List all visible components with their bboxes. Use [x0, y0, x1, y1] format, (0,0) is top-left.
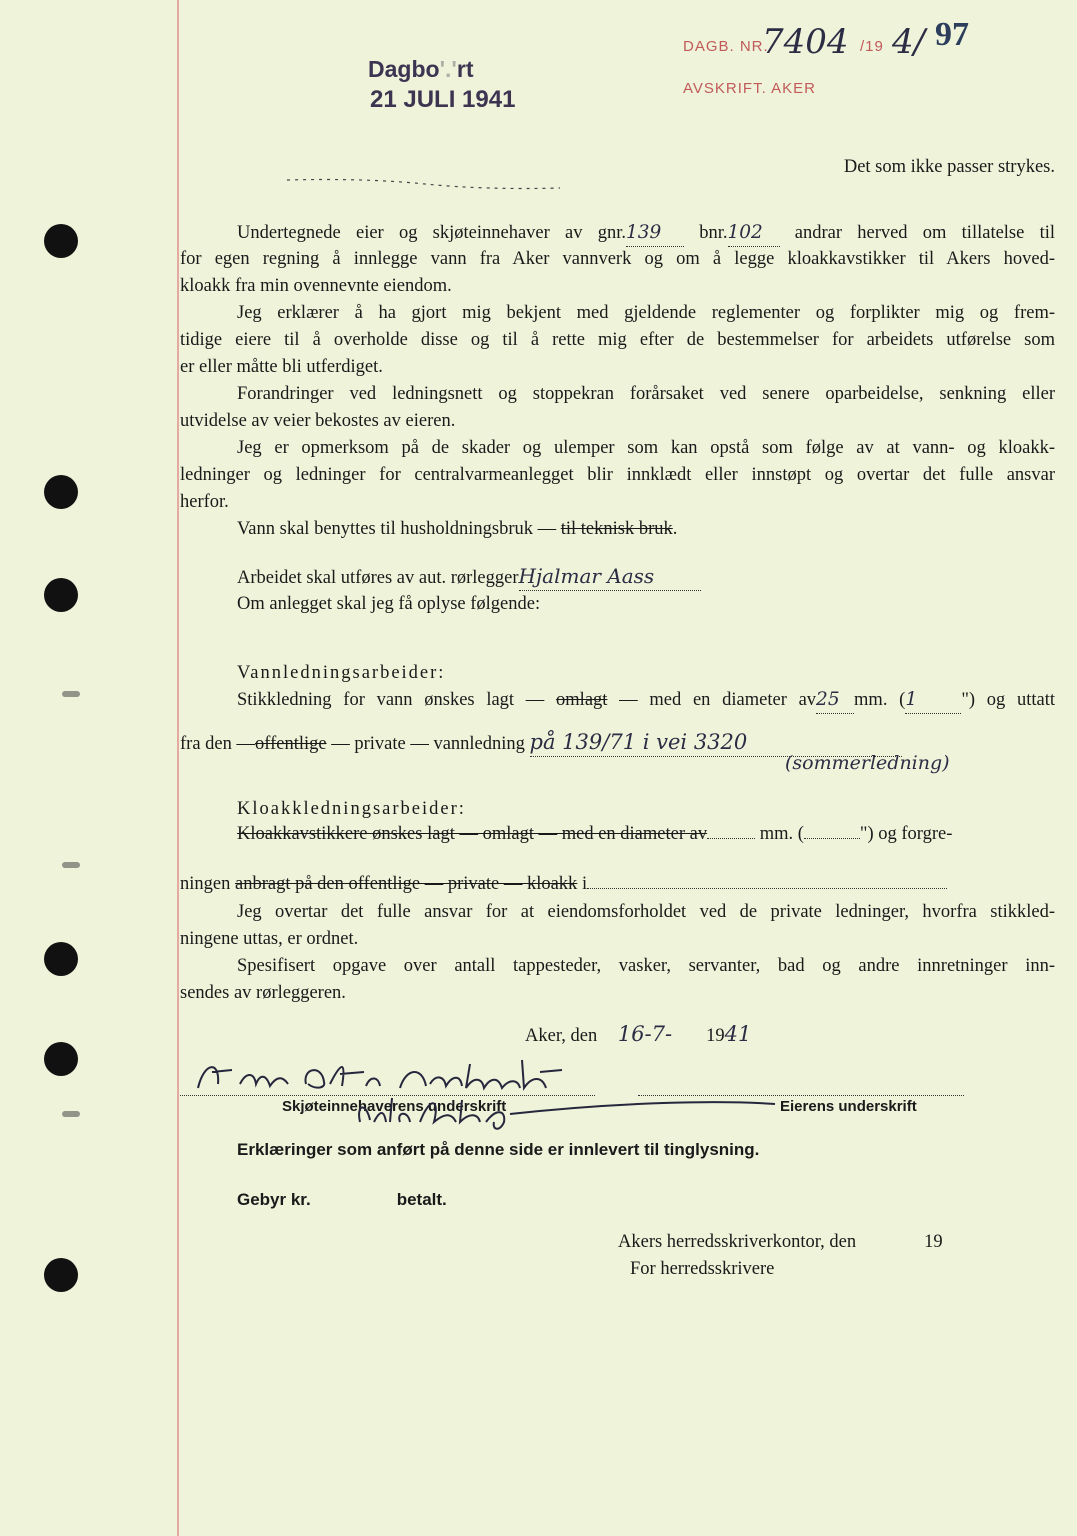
- dagb-year-value: 4/: [892, 22, 926, 62]
- dotted-pen-stroke: [285, 172, 565, 196]
- dagbok-stamp-date: 21 JULI 1941: [370, 86, 516, 113]
- dagb-nr-value: 7404: [762, 22, 849, 62]
- water-use-line: Vann skal benyttes til husholdningsbruk — til teknisk bruk.: [237, 519, 678, 539]
- ink-smudge: [62, 862, 80, 868]
- para5-line2: ningene uttas, er ordnet.: [180, 929, 359, 949]
- water-heading: Vannledningsarbeider:: [237, 663, 446, 683]
- para4-line1: Jeg er opmerksom på de skader og ulemper som kan opstå som følge av at vann- og kloakk-: [237, 438, 1055, 458]
- para4-line3: herfor.: [180, 492, 229, 512]
- page-number: 97: [935, 16, 969, 53]
- inches-field: 1: [905, 686, 961, 714]
- para5-line1: Jeg overtar det fulle ansvar for at eiendomsforholdet ved de private ledninger, hvorfra stikkled-: [237, 902, 1055, 922]
- sewer-heading: Kloakkledningsarbeider:: [237, 799, 466, 819]
- avskrift-stamp: AVSKRIFT. AKER: [683, 80, 816, 97]
- punch-hole: [44, 224, 78, 258]
- margin-rule: [177, 0, 179, 1536]
- dagbok-stamp-line1: Dagbo'.'rt: [368, 56, 474, 82]
- ink-smudge: [62, 691, 80, 697]
- owner-signature: [300, 1092, 780, 1134]
- para6-line2: sendes av rørleggeren.: [180, 983, 346, 1003]
- punch-hole: [44, 942, 78, 976]
- office-line2: For herredsskrivere: [630, 1259, 775, 1279]
- date-day: 16-7-: [617, 1022, 673, 1046]
- source-field: på 139/71 i vei 3320: [530, 729, 902, 757]
- dagb-nr-label: DAGB. NR.: [683, 38, 769, 55]
- para4-line2: ledninger og ledninger for centralvarmeanlegget blir innklædt eller innstøpt og overtar det fulle ansvar: [180, 465, 1055, 485]
- plumber-line: Arbeidet skal utføres av aut. rørleggerHjalmar Aass: [180, 563, 1055, 592]
- date-line: Aker, den 16-7- 1941: [525, 1022, 752, 1046]
- punch-hole: [44, 578, 78, 612]
- water-line1: Stikkledning for vann ønskes lagt — omlagt — med en diameter av25 mm. (1 ") og uttatt: [180, 686, 1055, 714]
- strike-notice: Det som ikke passer strykes.: [843, 157, 1055, 177]
- gnr-field: 139: [626, 219, 684, 247]
- bnr-field: 102: [728, 219, 780, 247]
- sewer-line2: ningen anbragt på den offentlige — private — kloakk i: [180, 871, 1055, 898]
- punch-hole: [44, 475, 78, 509]
- sewer-line1: Kloakkavstikkere ønskes lagt — omlagt — med en diameter av mm. ( ") og forgre-: [237, 824, 953, 844]
- para2-line1: Jeg erklærer å ha gjort mig bekjent med gjeldende reglementer og forplikter mig og frem-: [237, 303, 1055, 323]
- para1-line2: for egen regning å innlegge vann fra Aker vannverk og om å legge kloakkavstikker til Akers hoved-: [180, 249, 1055, 269]
- source-note: (sommerledning): [785, 752, 950, 774]
- owner-signature-label: Eierens underskrift: [780, 1098, 917, 1115]
- declaration-line: Erklæringer som anført på denne side er innlevert til tinglysning.: [237, 1140, 760, 1159]
- holder-signature-label: Skjøteinnehaverens underskrift: [282, 1098, 507, 1115]
- para2-line2: tidige eiere til å overholde disse og til å rette mig efter de bestemmelser for arbeidets utførelse som: [180, 330, 1055, 350]
- punch-hole: [44, 1042, 78, 1076]
- para1-line1: Undertegnede eier og skjøteinnehaver av gnr.139 bnr.102 andrar herved om tillatelse til: [180, 219, 1055, 247]
- para1-line3: kloakk fra min ovennevnte eiendom.: [180, 276, 452, 296]
- punch-hole: [44, 1258, 78, 1292]
- para3-line1: Forandringer ved ledningsnett og stoppekran forårsaket ved senere oparbeidelse, senkning eller: [237, 384, 1055, 404]
- date-year: 41: [724, 1022, 752, 1046]
- diameter-field: 25: [816, 686, 854, 714]
- para3-line2: utvidelse av veier bekostes av eieren.: [180, 411, 456, 431]
- ink-smudge: [62, 1111, 80, 1117]
- plumber-name: Hjalmar Aass: [519, 563, 701, 591]
- para6-line1: Spesifisert opgave over antall tappesteder, vasker, servanter, bad og andre innretninger inn-: [237, 956, 1055, 976]
- office-line1: Akers herredsskriverkontor, den 19: [618, 1232, 943, 1252]
- fee-line: Gebyr kr. betalt.: [237, 1190, 447, 1209]
- para2-line3: er eller måtte bli utferdiget.: [180, 357, 383, 377]
- dagb-year-prefix: /19: [860, 38, 884, 55]
- water-line2: fra den —offentlige — private — vannledning på 139/71 i vei 3320: [180, 729, 1055, 758]
- inform-line: Om anlegget skal jeg få oplyse følgende:: [237, 594, 541, 614]
